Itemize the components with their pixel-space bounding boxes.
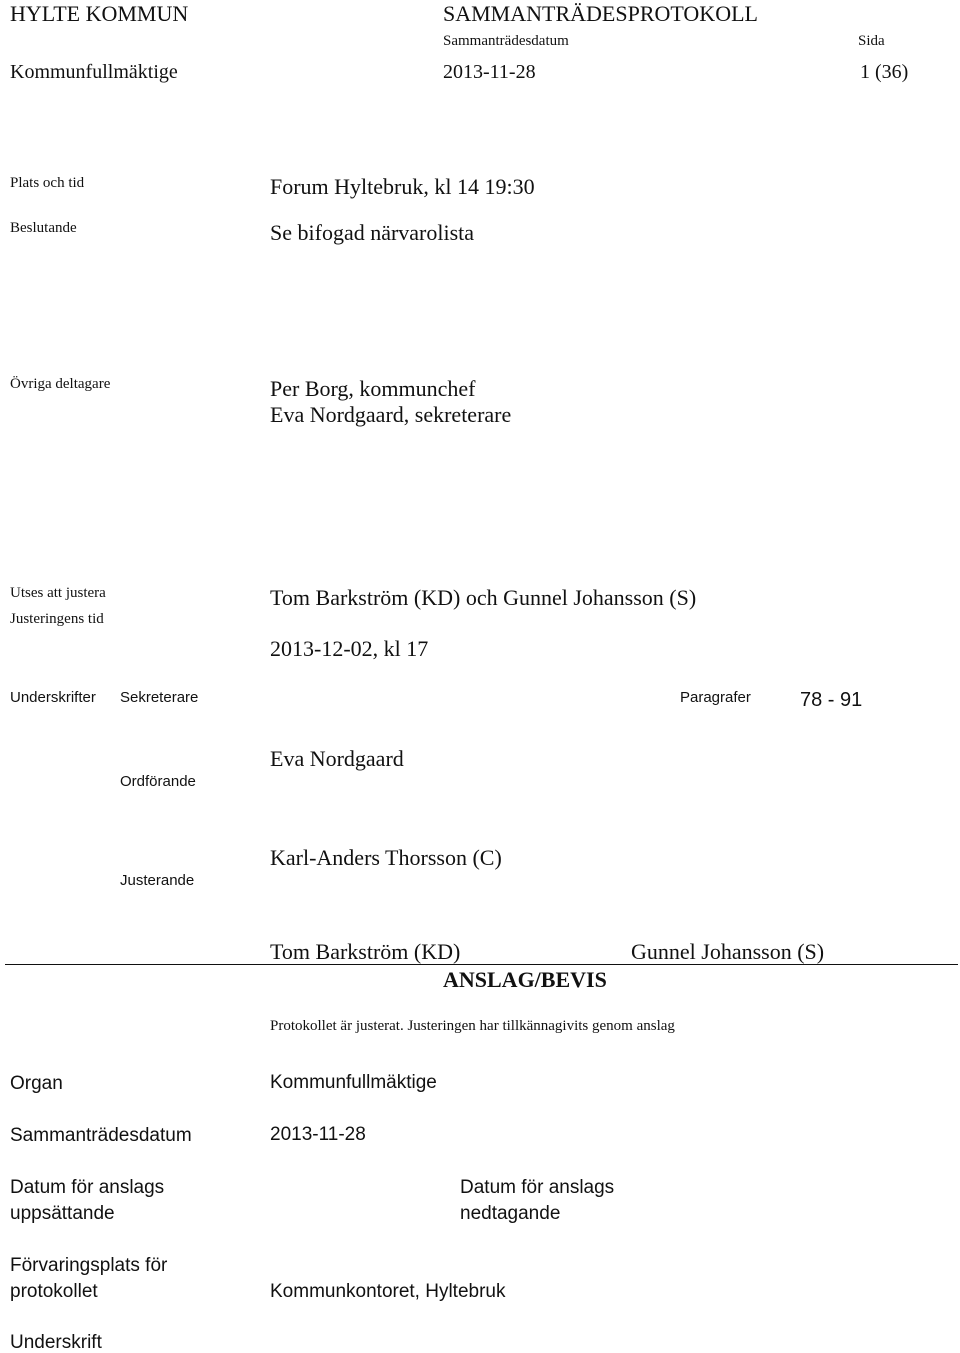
chair-label: Ordförande xyxy=(120,773,196,790)
body-name: Kommunfullmäktige xyxy=(10,61,178,83)
adjust-time-value: 2013-12-02, kl 17 xyxy=(270,636,429,661)
adjuster-1-name: Tom Barkström (KD) xyxy=(270,939,461,964)
paragraphs-value: 78 - 91 xyxy=(800,689,863,711)
organ-value: Kommunfullmäktige xyxy=(270,1072,437,1093)
others-label: Övriga deltagare xyxy=(10,376,111,392)
posted-label-line-1: Datum för anslags xyxy=(10,1177,165,1198)
secretary-label: Sekreterare xyxy=(120,689,199,706)
document-type: SAMMANTRÄDESPROTOKOLL xyxy=(443,1,758,26)
place-value: Forum Hyltebruk, kl 14 19:30 xyxy=(270,174,535,199)
others-value-1: Per Borg, kommunchef xyxy=(270,376,476,401)
removed-label-line-1: Datum för anslags xyxy=(460,1177,615,1198)
others-value-2: Eva Nordgaard, sekreterare xyxy=(270,402,512,427)
adjust-time-label: Justeringens tid xyxy=(10,611,104,627)
storage-label-line-1: Förvaringsplats för xyxy=(10,1255,168,1276)
notice-text: Protokollet är justerat. Justeringen har tillkännagivits genom anslag xyxy=(270,1018,675,1034)
notice-date-value: 2013-11-28 xyxy=(270,1124,366,1145)
meeting-date: 2013-11-28 xyxy=(443,61,536,83)
signatures-label: Underskrifter xyxy=(10,689,96,706)
page-number: 1 (36) xyxy=(860,61,909,83)
signature-label: Underskrift xyxy=(10,1332,102,1353)
secretary-name: Eva Nordgaard xyxy=(270,746,404,771)
adjust-value: Tom Barkström (KD) och Gunnel Johansson (S) xyxy=(270,585,697,610)
chair-name: Karl-Anders Thorsson (C) xyxy=(270,845,502,870)
removed-label-line-2: nedtagande xyxy=(460,1203,561,1224)
page-label: Sida xyxy=(858,33,885,49)
adjust-label: Utses att justera xyxy=(10,585,106,601)
paragraphs-label: Paragrafer xyxy=(680,689,751,706)
adjuster-2-name: Gunnel Johansson (S) xyxy=(631,939,825,964)
storage-value: Kommunkontoret, Hyltebruk xyxy=(270,1281,506,1302)
section-divider xyxy=(5,964,958,965)
place-label: Plats och tid xyxy=(10,175,85,191)
municipality-name: HYLTE KOMMUN xyxy=(10,1,189,26)
posted-label-line-2: uppsättande xyxy=(10,1203,115,1224)
deciding-label: Beslutande xyxy=(10,220,77,236)
organ-label: Organ xyxy=(10,1073,63,1094)
notice-date-label: Sammanträdesdatum xyxy=(10,1125,192,1146)
deciding-value: Se bifogad närvarolista xyxy=(270,220,475,245)
adjusters-label: Justerande xyxy=(120,872,195,889)
date-label: Sammanträdesdatum xyxy=(443,33,569,49)
storage-label-line-2: protokollet xyxy=(10,1281,98,1302)
notice-title: ANSLAG/BEVIS xyxy=(443,967,607,992)
